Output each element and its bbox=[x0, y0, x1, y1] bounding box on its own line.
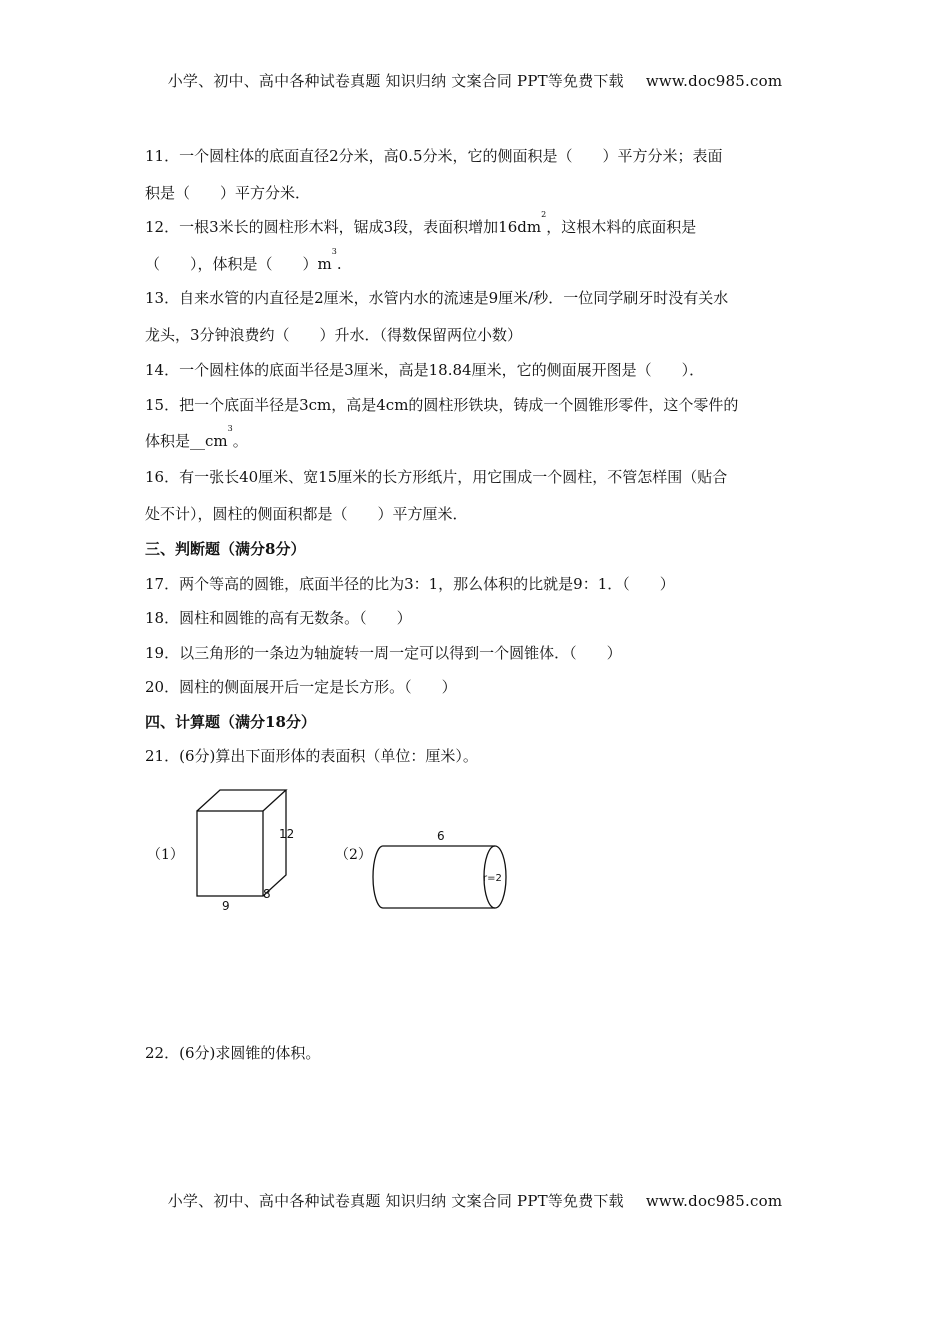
q20: 20．圆柱的侧面展开后一定是长方形。（ ） bbox=[145, 678, 457, 696]
q15-line1: 15．把一个底面半径是3cm，高是4cm的圆柱形铁块，铸成一个圆锥形零件，这个零件的 bbox=[145, 396, 739, 414]
cylinder-left-arc bbox=[373, 846, 383, 908]
page-footer bbox=[0, 1190, 950, 1211]
q21-figures-svg bbox=[145, 780, 545, 920]
q21: 21．(6分)算出下面形体的表面积（单位：厘米）。 bbox=[145, 747, 478, 765]
q11-line1: 11．一个圆柱体的底面直径2分米，高0.5分米，它的侧面积是（ ）平方分米；表面 bbox=[145, 147, 723, 165]
cuboid-width-label: 8 bbox=[263, 887, 271, 901]
q19: 19．以三角形的一条边为轴旋转一周一定可以得到一个圆锥体．（ ） bbox=[145, 644, 622, 662]
q12-line1-sup: 2 bbox=[541, 210, 547, 219]
q15-line2-b: 。 bbox=[232, 432, 248, 450]
q12-line1-b: ，这根木料的底面积是 bbox=[546, 218, 697, 236]
q16-line1: 16．有一张长40厘米、宽15厘米的长方形纸片，用它围成一个圆柱，不管怎样围（贴合 bbox=[145, 468, 728, 486]
q18: 18．圆柱和圆锥的高有无数条。（ ） bbox=[145, 609, 412, 627]
q12-line2-b: . bbox=[336, 255, 342, 273]
q13-line1: 13．自来水管的内直径是2厘米，水管内水的流速是9厘米/秒．一位同学刷牙时没有关水 bbox=[145, 289, 729, 307]
q15-line2-sup: 3 bbox=[227, 424, 233, 433]
q21-figures bbox=[145, 780, 545, 920]
footer-text: 小学、初中、高中各种试卷真题 知识归纳 文案合同 PPT等免费下载 bbox=[167, 1192, 624, 1210]
q14-line1: 14．一个圆柱体的底面半径是3厘米，高是18.84厘米，它的侧面展开图是（ ）． bbox=[145, 361, 705, 379]
cylinder-length-label: 6 bbox=[437, 829, 445, 843]
section4-title: 四、计算题（满分18分） bbox=[145, 713, 316, 731]
q12-line2-a: （ ），体积是（ ）m bbox=[145, 255, 332, 273]
q12-line1-a: 12．一根3米长的圆柱形木料，锯成3段，表面积增加16dm bbox=[145, 218, 542, 236]
q12-line1 bbox=[145, 210, 697, 237]
footer-url[interactable]: www.doc985.com bbox=[645, 1192, 783, 1210]
q15-line2-a: 体积是__cm bbox=[145, 432, 228, 450]
q12-line2 bbox=[145, 247, 342, 274]
cuboid-shape bbox=[197, 790, 286, 896]
q12-line2-sup: 3 bbox=[331, 247, 337, 256]
header-text: 小学、初中、高中各种试卷真题 知识归纳 文案合同 PPT等免费下载 bbox=[167, 72, 624, 90]
cylinder-radius-label: r=2 bbox=[483, 873, 502, 884]
section3-title: 三、判断题（满分8分） bbox=[145, 540, 306, 558]
cuboid-top-face bbox=[197, 790, 286, 811]
q16-line2: 处不计），圆柱的侧面积都是（ ）平方厘米． bbox=[145, 505, 468, 523]
cuboid-front-face bbox=[197, 811, 263, 896]
cuboid-height-label: 12 bbox=[279, 827, 295, 841]
fig1-label: （1） bbox=[147, 847, 184, 863]
cuboid-side-face bbox=[263, 790, 286, 896]
q13-line2: 龙头，3分钟浪费约（ ）升水．（得数保留两位小数） bbox=[145, 326, 523, 344]
fig2-label: （2） bbox=[335, 847, 372, 863]
header-url[interactable]: www.doc985.com bbox=[645, 72, 783, 90]
page-header bbox=[0, 70, 950, 91]
q15-line2 bbox=[145, 424, 248, 451]
cuboid-length-label: 9 bbox=[222, 899, 230, 913]
q17: 17．两个等高的圆锥，底面半径的比为3：1，那么体积的比就是9：1．（ ） bbox=[145, 575, 675, 593]
q22: 22．(6分)求圆锥的体积。 bbox=[145, 1044, 321, 1062]
q11-line2: 积是（ ）平方分米． bbox=[145, 184, 311, 202]
